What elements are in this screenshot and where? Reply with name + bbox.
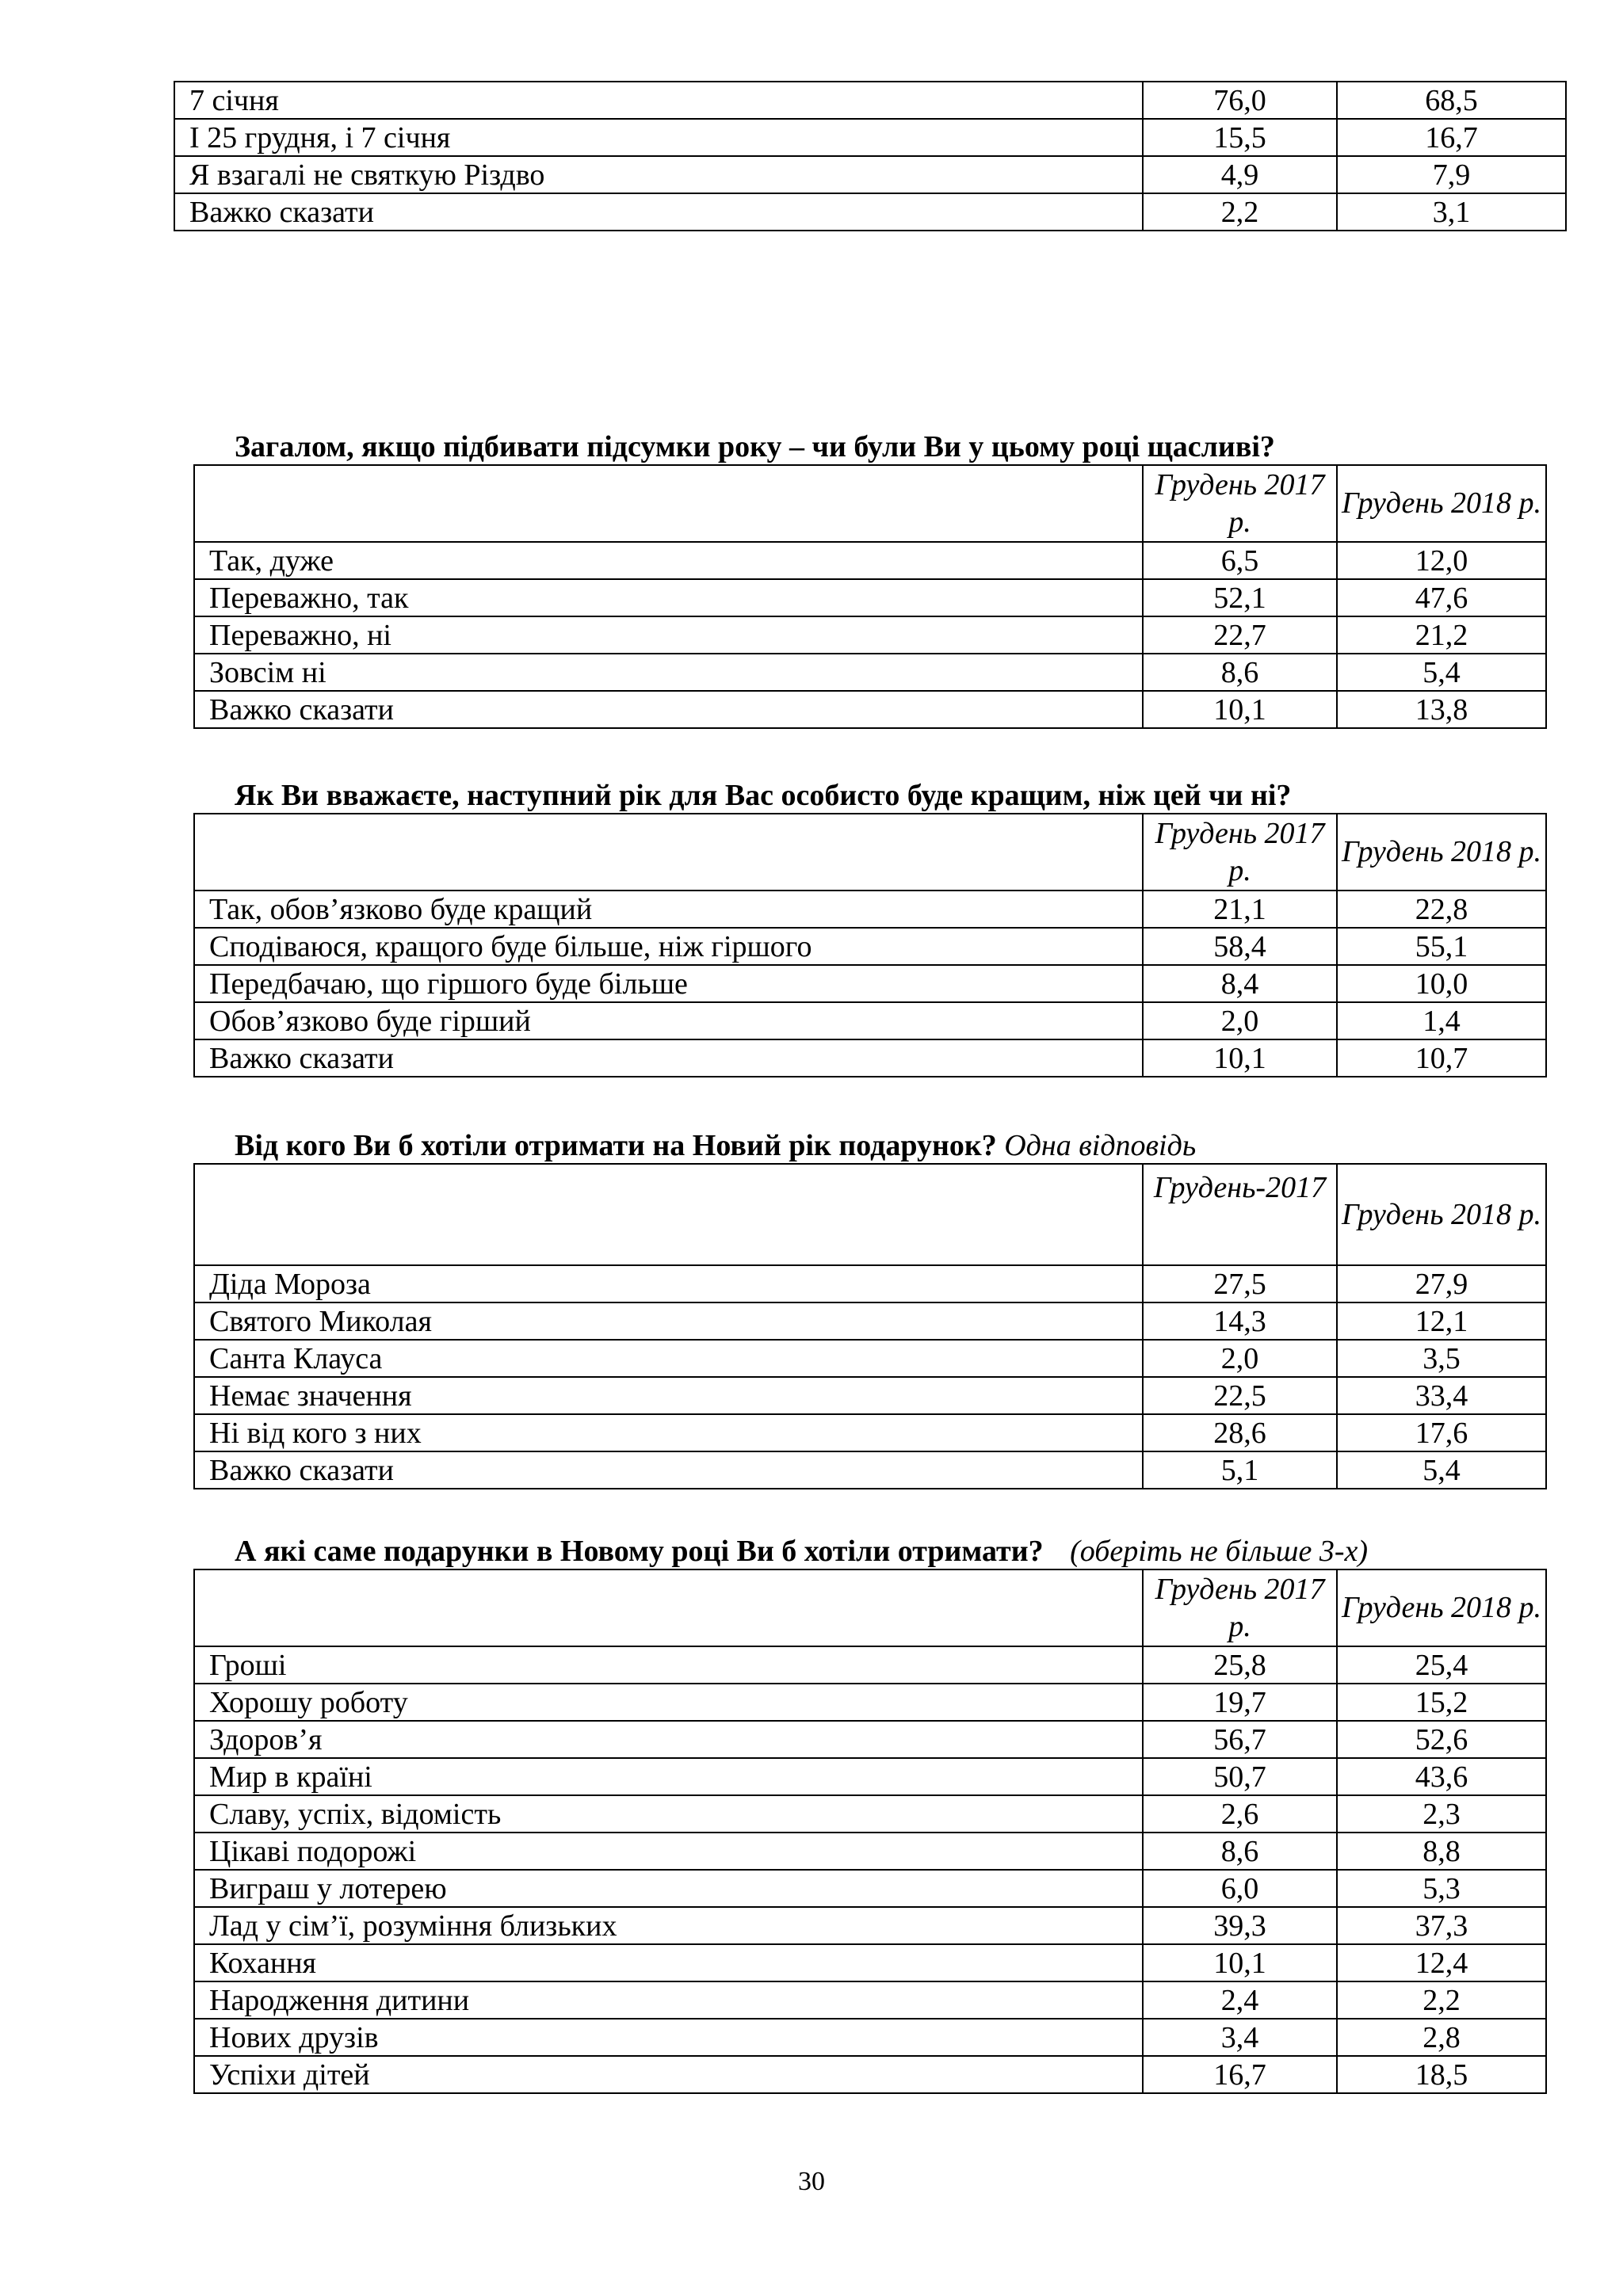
table-row: [194, 654, 1546, 691]
value-2018: 5,4: [1337, 654, 1546, 691]
value-2018: 43,6: [1337, 1758, 1546, 1795]
row-label: Хорошу роботу: [194, 1684, 1143, 1721]
row-label: Важко сказати: [174, 193, 1143, 231]
value-2017: 2,0: [1143, 1002, 1337, 1039]
christmas-date-table: [174, 81, 1567, 231]
value-2017: 10,1: [1143, 1944, 1337, 1981]
value-2018: 47,6: [1337, 579, 1546, 616]
value-2018: 8,8: [1337, 1833, 1546, 1870]
value-2018: 1,4: [1337, 1002, 1546, 1039]
question-note: Одна відповідь: [1004, 1129, 1197, 1162]
value-2017: 16,7: [1143, 2056, 1337, 2093]
question-title: [235, 780, 1291, 810]
value-2018: 68,5: [1337, 82, 1566, 119]
value-2018: 3,5: [1337, 1340, 1546, 1377]
value-2017: 3,4: [1143, 2019, 1337, 2056]
value-2017: 10,1: [1143, 1039, 1337, 1077]
value-2017: 2,0: [1143, 1340, 1337, 1377]
table-row: [194, 542, 1546, 579]
table-row: [194, 691, 1546, 728]
value-2017: 6,5: [1143, 542, 1337, 579]
table-row: [194, 1646, 1546, 1684]
value-2018: 2,2: [1337, 1981, 1546, 2019]
row-label: Гроші: [194, 1646, 1143, 1684]
table-row: [194, 1377, 1546, 1414]
value-2018: 12,0: [1337, 542, 1546, 579]
value-2018: 3,1: [1337, 193, 1566, 231]
question-text: А які саме подарунки в Новому році Ви б хотіли отримати?: [235, 1535, 1044, 1568]
value-2018: 2,8: [1337, 2019, 1546, 2056]
table-row: [194, 2019, 1546, 2056]
row-label: Обов’язково буде гірший: [194, 1002, 1143, 1039]
row-label: Лад у сім’ї, розуміння близьких: [194, 1907, 1143, 1944]
row-label: Важко сказати: [194, 1451, 1143, 1489]
value-2017: 8,6: [1143, 1833, 1337, 1870]
column-header-2017: Грудень-2017: [1143, 1164, 1337, 1265]
value-2017: 27,5: [1143, 1265, 1337, 1302]
table-row: [194, 1907, 1546, 1944]
row-label: Сподіваюся, кращого буде більше, ніж гіршого: [194, 928, 1143, 965]
value-2017: 6,0: [1143, 1870, 1337, 1907]
table-row: [194, 1795, 1546, 1833]
header-empty-cell: [194, 814, 1143, 891]
row-label: Важко сказати: [194, 691, 1143, 728]
row-label: Передбачаю, що гіршого буде більше: [194, 965, 1143, 1002]
table-row: [194, 965, 1546, 1002]
table-row: [194, 616, 1546, 654]
value-2018: 10,7: [1337, 1039, 1546, 1077]
table-row: [194, 1721, 1546, 1758]
table-row: [174, 193, 1566, 231]
table-row: [194, 1758, 1546, 1795]
table-row: [174, 156, 1566, 193]
header-empty-cell: [194, 1569, 1143, 1646]
value-2017: 39,3: [1143, 1907, 1337, 1944]
value-2017: 50,7: [1143, 1758, 1337, 1795]
value-2018: 5,3: [1337, 1870, 1546, 1907]
row-label: Санта Клауса: [194, 1340, 1143, 1377]
table-row: [174, 82, 1566, 119]
table-row: [194, 1870, 1546, 1907]
row-label: Цікаві подорожі: [194, 1833, 1143, 1870]
value-2018: 15,2: [1337, 1684, 1546, 1721]
value-2017: 2,2: [1143, 193, 1337, 231]
row-label: І 25 грудня, і 7 січня: [174, 119, 1143, 156]
row-label: Успіхи дітей: [194, 2056, 1143, 2093]
value-2017: 58,4: [1143, 928, 1337, 965]
table-row: [194, 1302, 1546, 1340]
row-label: Ні від кого з них: [194, 1414, 1143, 1451]
table-row: [194, 1451, 1546, 1489]
row-label: Виграш у лотерею: [194, 1870, 1143, 1907]
happiness-table: [193, 464, 1547, 729]
table-row: [194, 1340, 1546, 1377]
value-2018: 7,9: [1337, 156, 1566, 193]
value-2017: 25,8: [1143, 1646, 1337, 1684]
value-2017: 15,5: [1143, 119, 1337, 156]
desired-gifts-table: [193, 1569, 1547, 2094]
value-2017: 2,6: [1143, 1795, 1337, 1833]
value-2018: 17,6: [1337, 1414, 1546, 1451]
value-2018: 55,1: [1337, 928, 1546, 965]
row-label: Переважно, так: [194, 579, 1143, 616]
row-label: Нових друзів: [194, 2019, 1143, 2056]
row-label: Переважно, ні: [194, 616, 1143, 654]
row-label: Кохання: [194, 1944, 1143, 1981]
value-2018: 12,4: [1337, 1944, 1546, 1981]
value-2017: 4,9: [1143, 156, 1337, 193]
table-row: [194, 1684, 1546, 1721]
value-2017: 76,0: [1143, 82, 1337, 119]
table-row: [194, 1414, 1546, 1451]
value-2017: 22,7: [1143, 616, 1337, 654]
value-2018: 12,1: [1337, 1302, 1546, 1340]
table-row: [194, 2056, 1546, 2093]
value-2018: 16,7: [1337, 119, 1566, 156]
value-2018: 5,4: [1337, 1451, 1546, 1489]
value-2017: 52,1: [1143, 579, 1337, 616]
row-label: Так, дуже: [194, 542, 1143, 579]
row-label: Важко сказати: [194, 1039, 1143, 1077]
value-2017: 56,7: [1143, 1721, 1337, 1758]
next-year-table: [193, 813, 1547, 1077]
value-2017: 2,4: [1143, 1981, 1337, 2019]
question-title: [235, 1536, 1368, 1566]
value-2018: 37,3: [1337, 1907, 1546, 1944]
question-title: [235, 432, 1275, 462]
table-row: [174, 119, 1566, 156]
value-2017: 21,1: [1143, 891, 1337, 928]
value-2018: 22,8: [1337, 891, 1546, 928]
row-label: Я взагалі не святкую Різдво: [174, 156, 1143, 193]
row-label: Зовсім ні: [194, 654, 1143, 691]
value-2017: 10,1: [1143, 691, 1337, 728]
table-row: [194, 928, 1546, 965]
question-text: Як Ви вважаєте, наступний рік для Вас особисто буде кращим, ніж цей чи ні?: [235, 779, 1292, 812]
value-2017: 8,4: [1143, 965, 1337, 1002]
value-2017: 19,7: [1143, 1684, 1337, 1721]
value-2018: 21,2: [1337, 616, 1546, 654]
value-2018: 33,4: [1337, 1377, 1546, 1414]
question-title: [235, 1131, 1196, 1161]
value-2018: 18,5: [1337, 2056, 1546, 2093]
header-empty-cell: [194, 465, 1143, 542]
column-header-2018: Грудень 2018 р.: [1337, 1569, 1546, 1646]
value-2017: 28,6: [1143, 1414, 1337, 1451]
header-row: [194, 1164, 1546, 1265]
column-header-2017: Грудень 2017 р.: [1143, 814, 1337, 891]
value-2017: 8,6: [1143, 654, 1337, 691]
table-row: [194, 1833, 1546, 1870]
header-row: [194, 1569, 1546, 1646]
row-label: Святого Миколая: [194, 1302, 1143, 1340]
table-row: [194, 1265, 1546, 1302]
column-header-2017: Грудень 2017 р.: [1143, 465, 1337, 542]
value-2017: 5,1: [1143, 1451, 1337, 1489]
row-label: 7 січня: [174, 82, 1143, 119]
column-header-2018: Грудень 2018 р.: [1337, 1164, 1546, 1265]
row-label: Так, обов’язково буде кращий: [194, 891, 1143, 928]
table-row: [194, 891, 1546, 928]
question-text: Загалом, якщо підбивати підсумки року – чи були Ви у цьому році щасливі?: [235, 430, 1275, 463]
table-row: [194, 1944, 1546, 1981]
row-label: Народження дитини: [194, 1981, 1143, 2019]
page-number: 30: [798, 2167, 825, 2196]
table-row: [194, 1002, 1546, 1039]
row-label: Здоров’я: [194, 1721, 1143, 1758]
question-note: (оберіть не більше 3-х): [1070, 1535, 1369, 1568]
table-row: [194, 1039, 1546, 1077]
table-row: [194, 579, 1546, 616]
row-label: Славу, успіх, відомість: [194, 1795, 1143, 1833]
value-2018: 10,0: [1337, 965, 1546, 1002]
table-row: [194, 1981, 1546, 2019]
value-2018: 52,6: [1337, 1721, 1546, 1758]
column-header-2017: Грудень 2017 р.: [1143, 1569, 1337, 1646]
value-2017: 14,3: [1143, 1302, 1337, 1340]
value-2018: 27,9: [1337, 1265, 1546, 1302]
value-2018: 2,3: [1337, 1795, 1546, 1833]
row-label: Немає значення: [194, 1377, 1143, 1414]
value-2018: 25,4: [1337, 1646, 1546, 1684]
header-row: [194, 465, 1546, 542]
question-text: Від кого Ви б хотіли отримати на Новий рік подарунок?: [235, 1129, 997, 1162]
column-header-2018: Грудень 2018 р.: [1337, 814, 1546, 891]
value-2017: 22,5: [1143, 1377, 1337, 1414]
header-row: [194, 814, 1546, 891]
row-label: Діда Мороза: [194, 1265, 1143, 1302]
value-2018: 13,8: [1337, 691, 1546, 728]
gift-giver-table: [193, 1163, 1547, 1489]
header-empty-cell: [194, 1164, 1143, 1265]
column-header-2018: Грудень 2018 р.: [1337, 465, 1546, 542]
row-label: Мир в країні: [194, 1758, 1143, 1795]
